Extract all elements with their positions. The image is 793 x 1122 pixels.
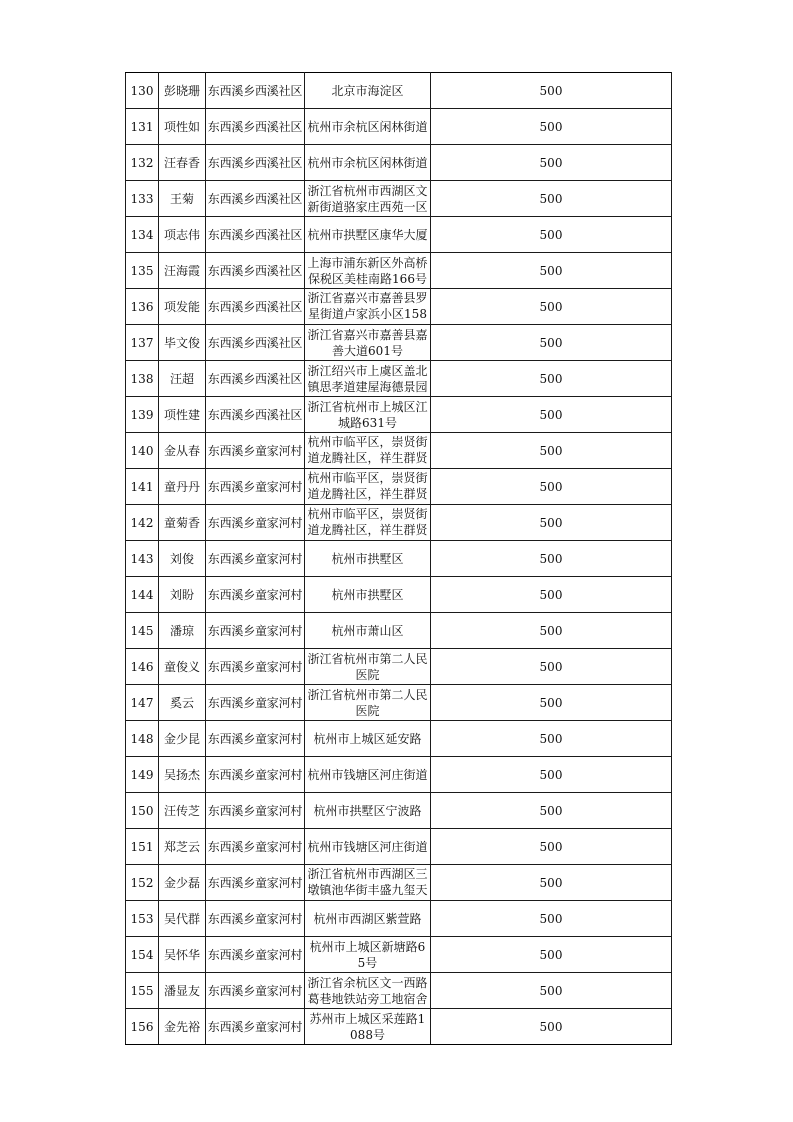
unit-cell: 东西溪乡西溪社区: [206, 73, 305, 109]
table-row: [126, 973, 672, 1009]
address-cell: [305, 685, 431, 721]
table-row: [126, 721, 672, 757]
amount-cell: 500: [431, 217, 672, 253]
name-cell: 童菊香: [159, 505, 206, 541]
address-cell: [305, 649, 431, 685]
table-row: [126, 325, 672, 361]
unit-cell: 东西溪乡西溪社区: [206, 397, 305, 433]
amount-cell: 500: [431, 973, 672, 1009]
address-text: 北京市海淀区: [331, 83, 404, 98]
name-cell: 汪春香: [159, 145, 206, 181]
unit-cell: 东西溪乡童家河村: [206, 973, 305, 1009]
unit-cell: 东西溪乡童家河村: [206, 469, 305, 505]
row-number-cell: 137: [126, 325, 159, 361]
address-text: 浙江省嘉兴市嘉善县罗星街道卢家浜小区158: [307, 291, 428, 321]
name-cell: 郑芝云: [159, 829, 206, 865]
table-row: [126, 865, 672, 901]
row-number-cell: 140: [126, 433, 159, 469]
amount-cell: 500: [431, 361, 672, 397]
name-cell: 潘显友: [159, 973, 206, 1009]
amount-cell: 500: [431, 505, 672, 541]
unit-cell: 东西溪乡童家河村: [206, 829, 305, 865]
address-cell: [305, 109, 431, 145]
row-number-cell: 143: [126, 541, 159, 577]
address-cell: [305, 505, 431, 541]
address-text: 杭州市拱墅区康华大厦: [307, 227, 428, 242]
address-cell: [305, 793, 431, 829]
unit-cell: 东西溪乡童家河村: [206, 685, 305, 721]
row-number-cell: 146: [126, 649, 159, 685]
address-text: 浙江省杭州市西湖区文新街道骆家庄西苑一区: [307, 183, 428, 214]
address-text: 杭州市临平区，崇贤街道龙腾社区，祥生群贤: [307, 471, 428, 501]
address-text: 浙江省杭州市西湖区三墩镇池华街丰盛九玺天: [307, 867, 428, 897]
unit-cell: 东西溪乡西溪社区: [206, 361, 305, 397]
address-cell: [305, 145, 431, 181]
address-text: 杭州市临平区，崇贤街道龙腾社区，祥生群贤: [307, 435, 428, 465]
amount-cell: 500: [431, 253, 672, 289]
row-number-cell: 132: [126, 145, 159, 181]
unit-cell: 东西溪乡童家河村: [206, 721, 305, 757]
name-cell: 潘琼: [159, 613, 206, 649]
address-cell: [305, 217, 431, 253]
name-cell: 刘俊: [159, 541, 206, 577]
unit-cell: 东西溪乡西溪社区: [206, 109, 305, 145]
amount-cell: 500: [431, 541, 672, 577]
unit-cell: 东西溪乡童家河村: [206, 433, 305, 469]
table-row: [126, 433, 672, 469]
table-row: [126, 289, 672, 325]
row-number-cell: 139: [126, 397, 159, 433]
address-text: 杭州市上城区延安路: [313, 731, 422, 746]
name-cell: 金少磊: [159, 865, 206, 901]
table-row: [126, 361, 672, 397]
row-number-cell: 153: [126, 901, 159, 937]
address-text: 杭州市余杭区闲林街道: [307, 155, 428, 170]
name-cell: 童丹丹: [159, 469, 206, 505]
name-cell: 金先裕: [159, 1009, 206, 1045]
name-cell: 项性如: [159, 109, 206, 145]
row-number-cell: 155: [126, 973, 159, 1009]
address-cell: [305, 757, 431, 793]
row-number-cell: 138: [126, 361, 159, 397]
address-cell: [305, 541, 431, 577]
unit-cell: 东西溪乡西溪社区: [206, 325, 305, 361]
row-number-cell: 130: [126, 73, 159, 109]
address-cell: [305, 433, 431, 469]
amount-cell: 500: [431, 433, 672, 469]
row-number-cell: 141: [126, 469, 159, 505]
address-cell: [305, 937, 431, 973]
address-cell: [305, 721, 431, 757]
row-number-cell: 151: [126, 829, 159, 865]
table-row: [126, 793, 672, 829]
name-cell: 王菊: [159, 181, 206, 217]
row-number-cell: 134: [126, 217, 159, 253]
name-cell: 刘盼: [159, 577, 206, 613]
amount-cell: 500: [431, 1009, 672, 1045]
table-row: [126, 649, 672, 685]
row-number-cell: 149: [126, 757, 159, 793]
amount-cell: 500: [431, 793, 672, 829]
row-number-cell: 150: [126, 793, 159, 829]
table-row: [126, 901, 672, 937]
name-cell: 汪超: [159, 361, 206, 397]
table-row: [126, 541, 672, 577]
address-cell: [305, 181, 431, 217]
address-cell: [305, 865, 431, 901]
unit-cell: 东西溪乡西溪社区: [206, 217, 305, 253]
unit-cell: 东西溪乡童家河村: [206, 793, 305, 829]
row-number-cell: 142: [126, 505, 159, 541]
row-number-cell: 135: [126, 253, 159, 289]
row-number-cell: 154: [126, 937, 159, 973]
table-row: [126, 469, 672, 505]
row-number-cell: 156: [126, 1009, 159, 1045]
table-row: [126, 217, 672, 253]
amount-cell: 500: [431, 649, 672, 685]
address-text: 杭州市萧山区: [331, 623, 404, 638]
address-text: 上海市浦东新区外高桥保税区美桂南路166号: [307, 255, 428, 286]
table-row: [126, 829, 672, 865]
unit-cell: 东西溪乡童家河村: [206, 577, 305, 613]
row-number-cell: 136: [126, 289, 159, 325]
address-cell: [305, 325, 431, 361]
address-cell: [305, 577, 431, 613]
address-text: 杭州市钱塘区河庄街道: [307, 767, 428, 782]
amount-cell: 500: [431, 577, 672, 613]
row-number-cell: 148: [126, 721, 159, 757]
unit-cell: 东西溪乡童家河村: [206, 1009, 305, 1045]
amount-cell: 500: [431, 865, 672, 901]
roster-table: [125, 72, 672, 1045]
table-row: [126, 181, 672, 217]
address-cell: [305, 469, 431, 505]
address-cell: [305, 1009, 431, 1045]
name-cell: 吴代群: [159, 901, 206, 937]
name-cell: 项志伟: [159, 217, 206, 253]
unit-cell: 东西溪乡西溪社区: [206, 253, 305, 289]
amount-cell: 500: [431, 937, 672, 973]
unit-cell: 东西溪乡童家河村: [206, 865, 305, 901]
name-cell: 毕文俊: [159, 325, 206, 361]
amount-cell: 500: [431, 109, 672, 145]
address-cell: [305, 613, 431, 649]
amount-cell: 500: [431, 829, 672, 865]
address-text: 杭州市上城区新塘路65号: [309, 939, 426, 970]
address-text: 杭州市临平区，崇贤街道龙腾社区，祥生群贤: [307, 507, 428, 537]
name-cell: 金少昆: [159, 721, 206, 757]
name-cell: 项发能: [159, 289, 206, 325]
table-row: [126, 505, 672, 541]
table-row: [126, 73, 672, 109]
unit-cell: 东西溪乡童家河村: [206, 757, 305, 793]
address-text: 浙江省杭州市第二人民医院: [307, 651, 428, 682]
table-row: [126, 397, 672, 433]
name-cell: 彭晓珊: [159, 73, 206, 109]
table-row: [126, 1009, 672, 1045]
address-text: 浙江省余杭区文一西路葛巷地铁站旁工地宿舍: [307, 975, 428, 1006]
row-number-cell: 144: [126, 577, 159, 613]
amount-cell: 500: [431, 145, 672, 181]
unit-cell: 东西溪乡童家河村: [206, 541, 305, 577]
unit-cell: 东西溪乡童家河村: [206, 505, 305, 541]
name-cell: 汪传芝: [159, 793, 206, 829]
address-cell: [305, 73, 431, 109]
table-row: [126, 757, 672, 793]
table-row: [126, 685, 672, 721]
address-text: 杭州市钱塘区河庄街道: [307, 839, 428, 854]
address-cell: [305, 253, 431, 289]
name-cell: 金从春: [159, 433, 206, 469]
address-cell: [305, 901, 431, 937]
unit-cell: 东西溪乡童家河村: [206, 901, 305, 937]
table-row: [126, 253, 672, 289]
amount-cell: 500: [431, 721, 672, 757]
unit-cell: 东西溪乡童家河村: [206, 613, 305, 649]
table-row: [126, 577, 672, 613]
table-row: [126, 145, 672, 181]
amount-cell: 500: [431, 901, 672, 937]
unit-cell: 东西溪乡西溪社区: [206, 181, 305, 217]
address-cell: [305, 397, 431, 433]
row-number-cell: 152: [126, 865, 159, 901]
amount-cell: 500: [431, 325, 672, 361]
row-number-cell: 147: [126, 685, 159, 721]
table-row: [126, 109, 672, 145]
name-cell: 项性建: [159, 397, 206, 433]
address-text: 浙江省杭州市上城区江城路631号: [307, 399, 428, 430]
amount-cell: 500: [431, 181, 672, 217]
address-text: 杭州市余杭区闲林街道: [307, 119, 428, 134]
name-cell: 童俊义: [159, 649, 206, 685]
address-cell: [305, 829, 431, 865]
address-text: 杭州市拱墅区: [331, 551, 404, 566]
address-text: 杭州市西湖区紫萱路: [313, 911, 422, 926]
table-row: [126, 937, 672, 973]
unit-cell: 东西溪乡童家河村: [206, 937, 305, 973]
unit-cell: 东西溪乡童家河村: [206, 649, 305, 685]
name-cell: 吴怀华: [159, 937, 206, 973]
address-text: 苏州市上城区采莲路1088号: [309, 1011, 426, 1042]
row-number-cell: 133: [126, 181, 159, 217]
row-number-cell: 145: [126, 613, 159, 649]
address-text: 杭州市拱墅区宁波路: [313, 803, 422, 818]
unit-cell: 东西溪乡西溪社区: [206, 145, 305, 181]
table-row: [126, 613, 672, 649]
amount-cell: 500: [431, 469, 672, 505]
address-text: 浙江省杭州市第二人民医院: [307, 687, 428, 718]
address-cell: [305, 361, 431, 397]
address-text: 浙江绍兴市上虞区盖北镇思孝道建屋海德景园: [307, 363, 428, 394]
amount-cell: 500: [431, 613, 672, 649]
amount-cell: 500: [431, 397, 672, 433]
name-cell: 吴扬杰: [159, 757, 206, 793]
name-cell: 奚云: [159, 685, 206, 721]
roster-table-body: [126, 73, 672, 1045]
address-cell: [305, 973, 431, 1009]
row-number-cell: 131: [126, 109, 159, 145]
unit-cell: 东西溪乡西溪社区: [206, 289, 305, 325]
amount-cell: 500: [431, 685, 672, 721]
address-cell: [305, 289, 431, 325]
address-text: 浙江省嘉兴市嘉善县嘉善大道601号: [307, 327, 428, 358]
amount-cell: 500: [431, 289, 672, 325]
amount-cell: 500: [431, 757, 672, 793]
amount-cell: 500: [431, 73, 672, 109]
address-text: 杭州市拱墅区: [331, 587, 404, 602]
name-cell: 汪海霞: [159, 253, 206, 289]
